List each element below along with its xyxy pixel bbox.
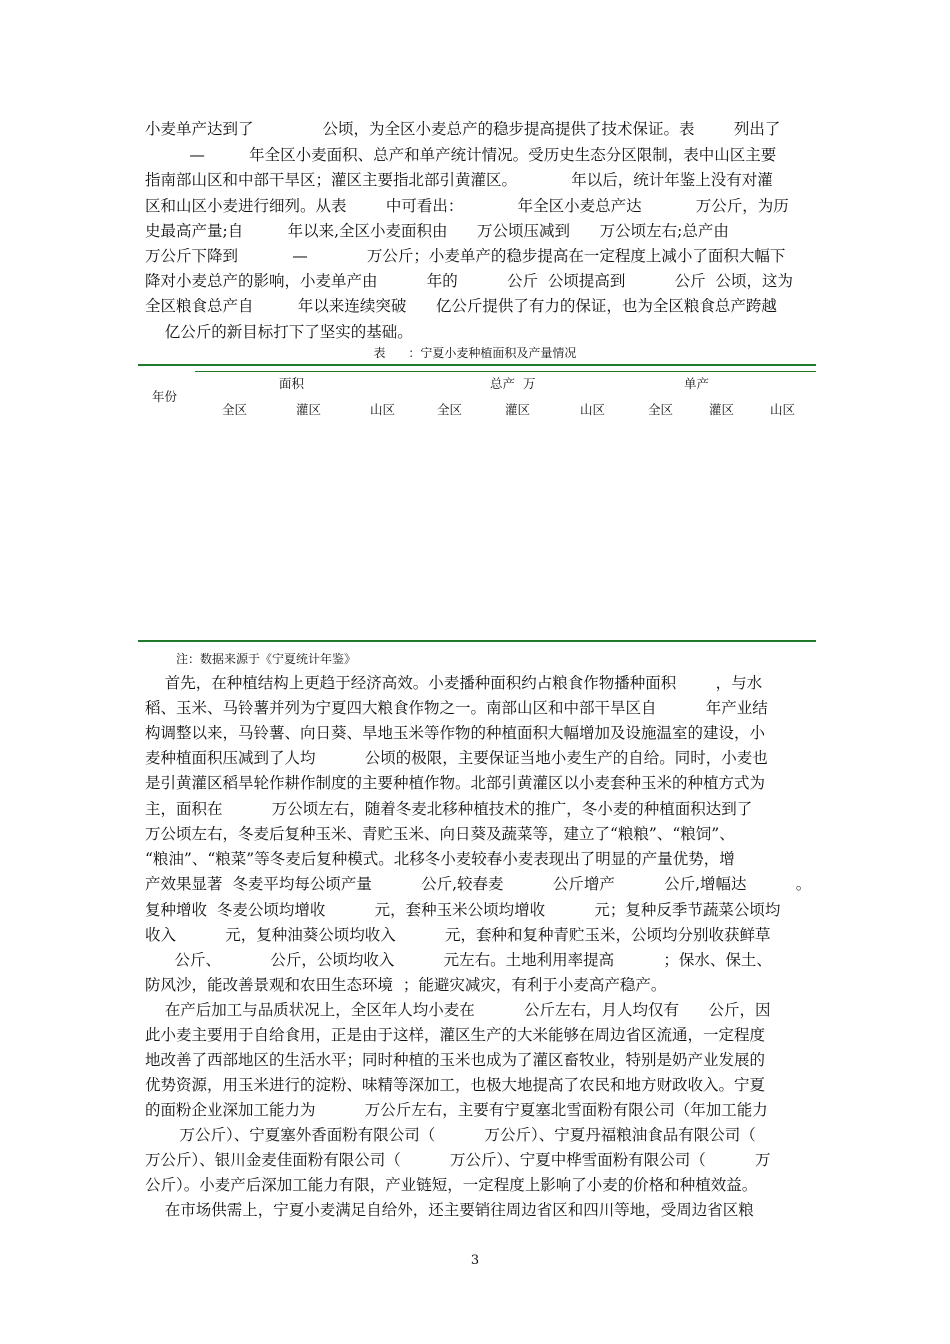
table-bottom-rule [138,640,816,642]
intro-line: 亿公斤的新目标打下了坚实的基础。 [145,323,413,341]
subheader-output-mountain: 山区 [580,402,606,417]
intro-line: 万公斤下降到 — 万公斤；小麦单产的稳步提高在一定程度上减小了面积大幅下 [145,247,786,265]
body-line: 公斤、 公斤，公顷均收入 元左右。土地利用率提高 ；保水、保土、 [145,951,772,969]
intro-line: 小麦单产达到了 公顷，为全区小麦总产的稳步提高提供了技术保证。表 列出了 [145,120,781,138]
body-line: 的面粉企业深加工能力为 万公斤左右，主要有宁夏塞北雪面粉有限公司（年加工能力 [145,1101,768,1119]
table-header-subrule [195,371,816,372]
body-line: 是引黄灌区稻旱轮作耕作制度的主要种植作物。北部引黄灌区以小麦套种玉米的种植方式为 [145,774,766,792]
intro-line: 区和山区小麦进行细列。从表 中可看出： 年全区小麦总产达 万公斤，为历 [145,197,789,215]
body-line: 万公顷左右，冬麦后复种玉米、青贮玉米、向日葵及蔬菜等，建立了“粮粮”、“粮饲”、 [145,825,735,843]
subheader-output-total: 全区 [437,402,463,417]
body-line: 主，面积在 万公顷左右，随着冬麦北移种植技术的推广，冬小麦的种植面积达到了 [145,800,753,818]
subheader-yield-mountain: 山区 [770,402,796,417]
page-number: 3 [470,1253,480,1268]
col-group-area: 面积 [279,376,305,391]
body-line: 万公斤）、宁夏塞外香面粉有限公司（ 万公斤）、宁夏丹福粮油食品有限公司（ [145,1126,756,1144]
col-group-yield: 单产 [684,376,710,391]
body-line: 产效果显著 冬麦平均每公顷产量 公斤,较春麦 公斤增产 公斤,增幅达 。 [145,875,812,893]
body-line: 防风沙，能改善景观和农田生态环境 ；能避灾减灾，有利于小麦高产稳产。 [145,976,667,994]
intro-line: 史最高产量;自 年以来,全区小麦面积由 万公顷压减到 万公顷左右;总产由 [145,222,729,240]
body-line: 稻、玉米、马铃薯并列为宁夏四大粮食作物之一。南部山区和中部干旱区自 年产业结 [145,699,768,717]
body-line: 收入 元，复种油葵公顷均收入 元，套种和复种青贮玉米，公顷均分别收获鲜草 [145,926,771,944]
body-line: 麦种植面积压减到了人均 公顷的极限，主要保证当地小麦生产的自给。同时，小麦也 [145,749,768,767]
subheader-output-irrigated: 灌区 [505,402,531,417]
body-line: 在产后加工与品质状况上，全区年人均小麦在 公斤左右，月人均仅有 公斤，因 [145,1001,771,1019]
col-group-total-output: 总产 万 [490,376,536,391]
body-line: 在市场供需上，宁夏小麦满足自给外，还主要销往周边省区和四川等地，受周边省区粮 [145,1201,754,1219]
intro-line: 指南部山区和中部干旱区；灌区主要指北部引黄灌区。 年以后，统计年鉴上没有对灌 [145,171,773,189]
intro-line: 降对小麦总产的影响，小麦单产由 年的 公斤 公顷提高到 公斤 公顷，这为 [145,272,794,290]
body-line: 公斤）。小麦产后深加工能力有限，产业链短，一定程度上影响了小麦的价格和种植效益。 [145,1176,758,1194]
body-line: 万公斤）、银川金麦佳面粉有限公司（ 万公斤）、宁夏中桦雪面粉有限公司（ 万 [145,1151,771,1169]
body-line: 首先，在种植结构上更趋于经济高效。小麦播种面积约占粮食作物播种面积 ，与水 [145,674,763,692]
subheader-area-total: 全区 [222,402,248,417]
body-line: 优势资源，用玉米进行的淀粉、味精等深加工，也极大地提高了农民和地方财政收入。宁夏 [145,1076,766,1094]
body-line: 此小麦主要用于自给食用，正是由于这样，灌区生产的大米能够在周边省区流通，一定程度 [145,1026,766,1044]
table-source-note: 注：数据来源于《宁夏统计年鉴》 [176,652,357,666]
table-caption: 表 ：宁夏小麦种植面积及产量情况 [373,346,577,360]
subheader-yield-irrigated: 灌区 [709,402,735,417]
body-line: 地改善了西部地区的生活水平；同时种植的玉米也成为了灌区畜牧业，特别是奶产业发展的 [145,1051,766,1069]
body-line: “粮油”、“粮菜”等冬麦后复种模式。北移冬小麦较春小麦表现出了明显的产量优势，增 [145,850,735,868]
intro-line: 全区粮食总产自 年以来连续突破 亿公斤提供了有力的保证，也为全区粮食总产跨越 [145,297,777,315]
intro-line: — 年全区小麦面积、总产和单产统计情况。受历史生态分区限制，表中山区主要 [145,146,777,164]
subheader-area-mountain: 山区 [370,402,396,417]
col-header-year: 年份 [152,389,178,404]
body-line: 构调整以来，马铃薯、向日葵、旱地玉米等作物的种植面积大幅增加及设施温室的建设，小 [145,724,766,742]
subheader-area-irrigated: 灌区 [296,402,322,417]
body-line: 复种增收 冬麦公顷均增收 元，套种玉米公顷均增收 元；复种反季节蔬菜公顷均 [145,901,781,919]
subheader-yield-total: 全区 [648,402,674,417]
table-top-rule [138,364,816,366]
